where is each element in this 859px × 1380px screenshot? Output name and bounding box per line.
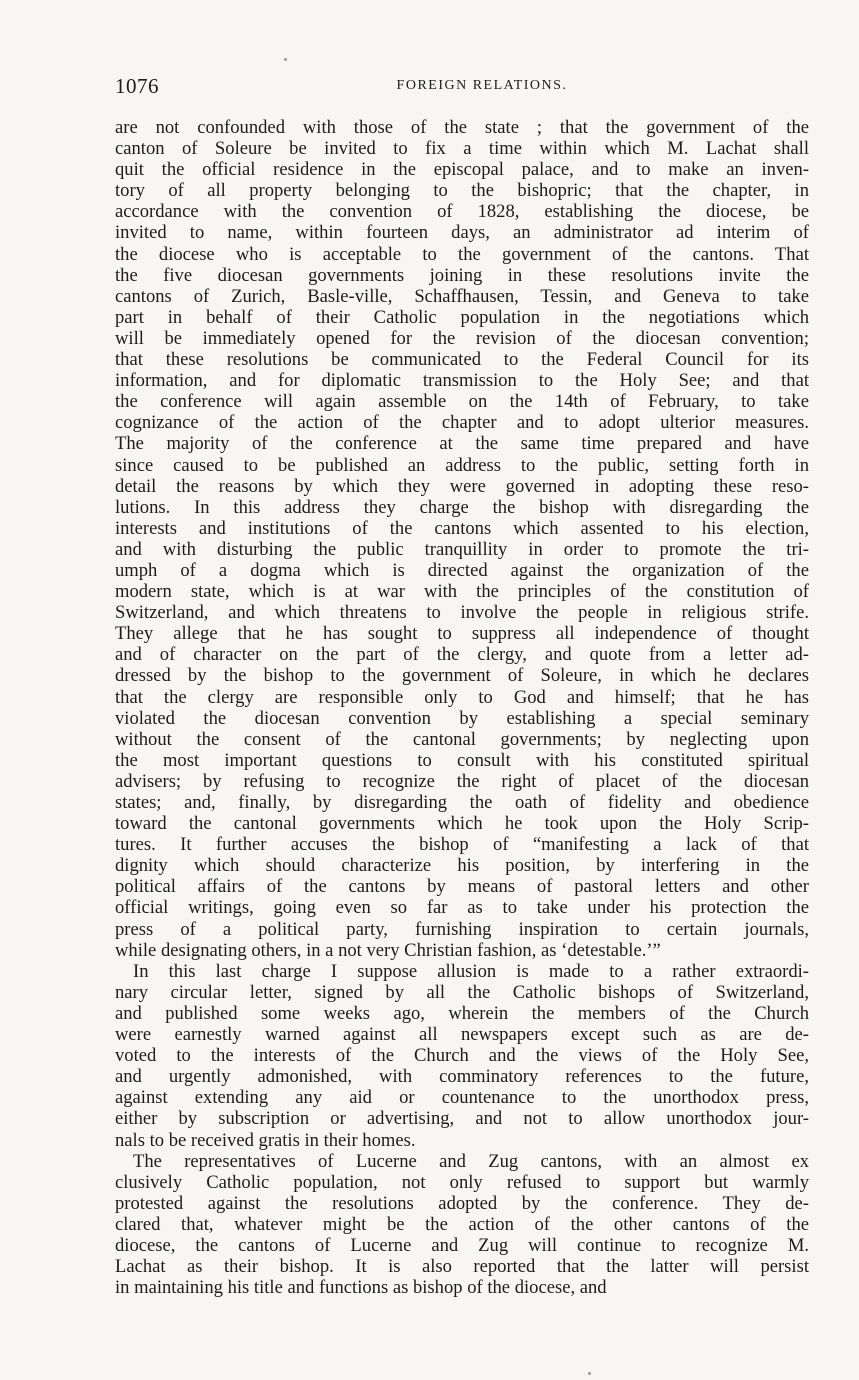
text-line: dignity which should characterize his position, by interfering in the (115, 855, 809, 877)
text-line: are not confounded with those of the state ; that the government of the (115, 117, 809, 138)
text-line: the most important questions to consult with his constituted spiritual (115, 749, 809, 771)
text-line: and published some weeks ago, wherein the members of the Church (115, 1002, 809, 1024)
text-line: In this last charge I suppose allusion is made to a rather extraordi- (133, 960, 809, 982)
text-line: nals to be received gratis in their homes. (115, 1129, 416, 1151)
text-line: dressed by the bishop to the government of Soleure, in which he declares (115, 665, 809, 687)
text-line: the diocese who is acceptable to the government of the cantons. That (115, 243, 809, 265)
text-line: without the consent of the cantonal governments; by neglecting upon (115, 728, 809, 750)
text-line: since caused to be published an address to the public, setting forth in (115, 454, 809, 476)
text-line: clusively Catholic population, not only refused to support but warmly (115, 1171, 809, 1193)
text-line: cantons of Zurich, Basle-ville, Schaffhausen, Tessin, and Geneva to take (115, 285, 809, 307)
text-line: against extending any aid or countenance to the unorthodox press, (115, 1087, 809, 1109)
scan-speck (588, 1372, 591, 1375)
text-line: Lachat as their bishop. It is also reported that the latter will persist (115, 1256, 809, 1278)
text-line: clared that, whatever might be the action of the other cantons of the (115, 1213, 809, 1235)
text-line: part in behalf of their Catholic population in the negotiations which (115, 306, 809, 328)
text-line: and of character on the part of the clergy, and quote from a letter ad- (115, 644, 809, 666)
text-line: the conference will again assemble on the 14th of February, to take (115, 391, 809, 413)
text-line: protested against the resolutions adopted by the conference. They de- (115, 1192, 809, 1214)
page-header (115, 74, 809, 104)
body-text (115, 117, 809, 1298)
scan-speck (284, 58, 287, 61)
text-line: official writings, going even so far as to take under his protection the (115, 897, 809, 919)
text-line: that the clergy are responsible only to God and himself; that he has (115, 686, 809, 708)
text-line: The representatives of Lucerne and Zug cantons, with an almost ex (133, 1150, 809, 1172)
text-line: while designating others, in a not very Christian fashion, as ‘detestable.’” (115, 939, 661, 961)
running-head: FOREIGN RELATIONS. (396, 78, 568, 93)
text-line: The majority of the conference at the same time prepared and have (115, 433, 809, 455)
text-line: lutions. In this address they charge the bishop with disregarding the (115, 496, 809, 518)
text-line: cognizance of the action of the chapter and to adopt ulterior measures. (115, 412, 809, 434)
text-line: and urgently admonished, with comminatory references to the future, (115, 1066, 809, 1088)
text-line: interests and institutions of the cantons which assented to his election, (115, 517, 809, 539)
text-line: quit the official residence in the episcopal palace, and to make an inven- (115, 159, 809, 181)
text-line: the five diocesan governments joining in these resolutions invite the (115, 264, 809, 286)
text-line: advisers; by refusing to recognize the right of placet of the diocesan (115, 770, 809, 792)
text-line: political affairs of the cantons by means of pastoral letters and other (115, 876, 809, 898)
text-line: diocese, the cantons of Lucerne and Zug will continue to recognize M. (115, 1234, 809, 1256)
text-line: nary circular letter, signed by all the Catholic bishops of Switzerland, (115, 981, 809, 1003)
text-line: will be immediately opened for the revision of the diocesan convention; (115, 327, 809, 349)
text-line: accordance with the convention of 1828, establishing the diocese, be (115, 201, 809, 223)
text-line: tures. It further accuses the bishop of “manifesting a lack of that (115, 834, 809, 856)
text-line: toward the cantonal governments which he took upon the Holy Scrip- (115, 813, 809, 835)
text-line: information, and for diplomatic transmission to the Holy See; and that (115, 370, 809, 392)
text-line: violated the diocesan convention by establishing a special seminary (115, 707, 809, 729)
text-line: canton of Soleure be invited to fix a time within which M. Lachat shall (115, 138, 809, 160)
text-line: were earnestly warned against all newspapers except such as are de- (115, 1024, 809, 1046)
text-line: They allege that he has sought to suppress all independence of thought (115, 623, 809, 645)
text-line: modern state, which is at war with the principles of the constitution of (115, 581, 809, 603)
text-line: that these resolutions be communicated to the Federal Council for its (115, 349, 809, 371)
text-line: either by subscription or advertising, and not to allow unorthodox jour- (115, 1108, 809, 1130)
text-line: in maintaining his title and functions as bishop of the diocese, and (115, 1277, 607, 1299)
page-number: 1076 (115, 74, 159, 98)
text-line: umph of a dogma which is directed against the organization of the (115, 559, 809, 581)
text-line: states; and, finally, by disregarding the oath of fidelity and obedience (115, 792, 809, 813)
text-line: detail the reasons by which they were governed in adopting these reso- (115, 475, 809, 497)
text-line: press of a political party, furnishing inspiration to certain journals, (115, 918, 809, 940)
text-line: invited to name, within fourteen days, an administrator ad interim of (115, 222, 809, 244)
text-line: Switzerland, and which threatens to involve the people in religious strife. (115, 602, 809, 624)
text-line: voted to the interests of the Church and the views of the Holy See, (115, 1045, 809, 1067)
text-line: and with disturbing the public tranquillity in order to promote the tri- (115, 538, 809, 560)
text-line: tory of all property belonging to the bishopric; that the chapter, in (115, 180, 809, 202)
